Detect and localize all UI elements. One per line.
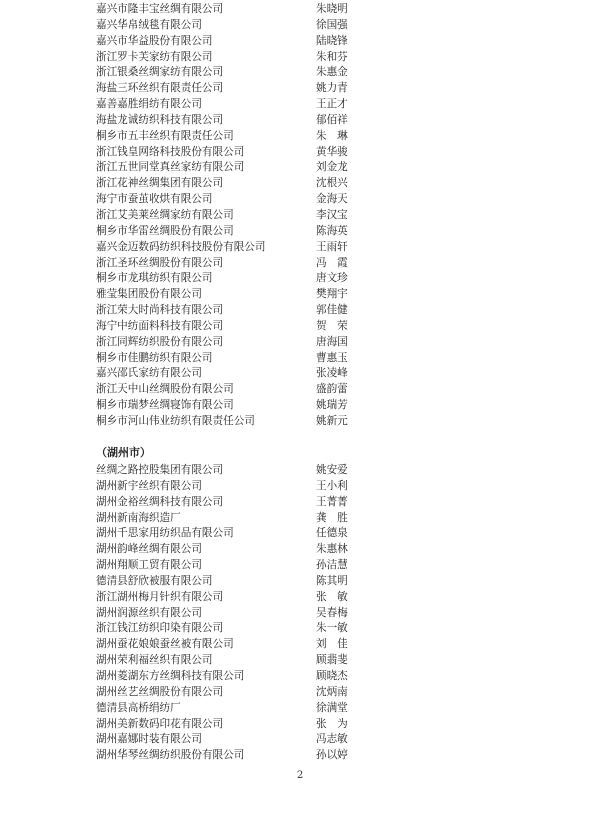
contact-name: 朱晓明 — [316, 3, 348, 15]
list-item — [96, 732, 356, 748]
company-name: 桐乡市五丰丝织有限责任公司 — [96, 129, 234, 142]
list-item — [96, 414, 356, 430]
contact-name: 陆晓锋 — [316, 34, 348, 47]
list-item — [96, 145, 356, 161]
contact-name: 姚瑞芳 — [316, 399, 348, 412]
company-name: 嘉善嘉胜绢纺有限公司 — [96, 98, 202, 111]
list-item — [96, 113, 356, 129]
list-item — [96, 97, 356, 113]
company-name: 浙江银桑丝绸家纺有限公司 — [96, 66, 224, 79]
contact-name: 刘金龙 — [316, 161, 348, 174]
company-name: 浙江天中山丝绸股份有限公司 — [96, 383, 234, 396]
contact-name: 唐文珍 — [316, 272, 348, 285]
list-item — [96, 81, 356, 97]
company-name: 桐乡市瑞梦丝绸寝饰有限公司 — [96, 399, 234, 412]
list-item — [96, 558, 356, 574]
list-item — [96, 463, 356, 479]
jiaxing-company-list — [96, 2, 356, 430]
company-name: 浙江艾美莱丝绸家纺有限公司 — [96, 208, 234, 221]
list-item — [96, 479, 356, 495]
contact-name: 朱和芬 — [316, 50, 348, 63]
company-name: 湖州千思家用纺织品有限公司 — [96, 527, 234, 540]
contact-name: 冯 霞 — [316, 256, 348, 269]
company-name: 浙江钱皇网络科技股份有限公司 — [96, 145, 245, 158]
company-name: 嘉兴市华益股份有限公司 — [96, 34, 213, 47]
company-name: 湖州丝艺丝绸股份有限公司 — [96, 685, 224, 698]
company-name: 雅莹集团股份有限公司 — [96, 288, 202, 301]
list-item — [96, 382, 356, 398]
company-name: 海盐龙诚纺织科技有限公司 — [96, 113, 224, 126]
company-name: 浙江花神丝绸集团有限公司 — [96, 177, 224, 190]
contact-name: 王正才 — [316, 98, 348, 111]
contact-name: 曹惠玉 — [316, 351, 348, 364]
contact-name: 贺 荣 — [316, 319, 348, 332]
contact-name: 顾晓杰 — [316, 669, 348, 682]
company-name: 嘉兴华帛绒毯有限公司 — [96, 18, 202, 31]
list-item — [96, 637, 356, 653]
contact-name: 唐海国 — [316, 335, 348, 348]
contact-name: 吴春梅 — [316, 606, 348, 619]
company-name: 湖州翔顺工贸有限公司 — [96, 559, 202, 572]
contact-name: 姚新元 — [316, 414, 348, 427]
list-item — [96, 335, 356, 351]
contact-name: 刘 佳 — [316, 638, 348, 651]
list-item — [96, 351, 356, 367]
list-item — [96, 176, 356, 192]
contact-name: 张凌峰 — [316, 367, 348, 380]
list-item — [96, 271, 356, 287]
list-item — [96, 319, 356, 335]
company-name: 湖州新宇丝织有限公司 — [96, 479, 202, 492]
list-item — [96, 526, 356, 542]
list-item — [96, 160, 356, 176]
list-item — [96, 34, 356, 50]
contact-name: 沈根兴 — [316, 177, 348, 190]
list-item — [96, 192, 356, 208]
company-name: 嘉兴邵氏家纺有限公司 — [96, 367, 202, 380]
company-name: 湖州菱湖东方丝绸科技有限公司 — [96, 669, 245, 682]
list-item — [96, 65, 356, 81]
contact-name: 樊翔宇 — [316, 288, 348, 301]
company-name: 桐乡市华雷丝绸股份有限公司 — [96, 224, 234, 237]
contact-name: 沈炳南 — [316, 685, 348, 698]
list-item — [96, 303, 356, 319]
company-name: 德清县舒欣被服有限公司 — [96, 574, 213, 587]
list-item — [96, 701, 356, 717]
list-item — [96, 2, 356, 18]
company-name: 湖州嘉娜时装有限公司 — [96, 733, 202, 746]
contact-name: 王小利 — [316, 479, 348, 492]
company-name: 浙江湖州梅月针织有限公司 — [96, 590, 224, 603]
list-item — [96, 256, 356, 272]
contact-name: 徐国强 — [316, 18, 348, 31]
list-item — [96, 748, 356, 764]
company-name: 丝绸之路控股集团有限公司 — [96, 464, 224, 476]
contact-name: 郭佳健 — [316, 304, 348, 317]
huzhou-company-list — [96, 463, 356, 764]
company-name: 嘉兴金迈数码纺织科技股份有限公司 — [96, 240, 266, 253]
list-item — [96, 18, 356, 34]
contact-name: 朱惠林 — [316, 543, 348, 556]
contact-name: 徐满堂 — [316, 701, 348, 714]
contact-name: 郁佰祥 — [316, 113, 348, 126]
list-item — [96, 511, 356, 527]
list-item — [96, 50, 356, 66]
contact-name: 黄华骏 — [316, 145, 348, 158]
section-heading-huzhou: （湖州市） — [96, 446, 151, 459]
contact-name: 陈海英 — [316, 224, 348, 237]
company-name: 浙江同辉纺织股份有限公司 — [96, 335, 224, 348]
company-name: 湖州蚕花娘娘蚕丝被有限公司 — [96, 638, 234, 651]
list-item — [96, 208, 356, 224]
contact-name: 冯志敏 — [316, 733, 348, 746]
contact-name: 王雨轩 — [316, 240, 348, 253]
list-item — [96, 606, 356, 622]
list-item — [96, 669, 356, 685]
contact-name: 金海天 — [316, 193, 348, 206]
company-name: 海盐三环丝织有限责任公司 — [96, 82, 224, 95]
contact-name: 孙以婷 — [316, 749, 348, 762]
company-name: 湖州润源丝织有限公司 — [96, 606, 202, 619]
contact-name: 顾翡斐 — [316, 654, 348, 667]
contact-name: 朱惠金 — [316, 66, 348, 79]
company-name: 桐乡市佳鹏纺织有限公司 — [96, 351, 213, 364]
company-name: 浙江罗卡芙家纺有限公司 — [96, 50, 213, 63]
company-name: 湖州美新数码印花有限公司 — [96, 717, 224, 730]
contact-name: 朱一敏 — [316, 622, 348, 635]
contact-name: 张 为 — [316, 717, 348, 730]
contact-name: 龚 胜 — [316, 511, 348, 524]
company-name: 浙江圣环丝绸股份有限公司 — [96, 256, 224, 269]
list-item — [96, 129, 356, 145]
company-name: 桐乡市河山伟业纺织有限责任公司 — [96, 414, 255, 427]
company-name: 湖州华琴丝绸纺织股份有限公司 — [96, 749, 245, 762]
list-item — [96, 621, 356, 637]
company-name: 嘉兴市隆丰宝丝绸有限公司 — [96, 3, 224, 15]
contact-name: 姚安爱 — [316, 464, 348, 476]
list-item — [96, 653, 356, 669]
contact-name: 陈其明 — [316, 574, 348, 587]
company-name: 桐乡市龙琪纺织有限公司 — [96, 272, 213, 285]
contact-name: 张 敏 — [316, 590, 348, 603]
list-item — [96, 287, 356, 303]
contact-name: 王菁菁 — [316, 495, 348, 508]
company-name: 浙江五世同堂真丝家纺有限公司 — [96, 161, 245, 174]
contact-name: 孙洁慧 — [316, 559, 348, 572]
company-name: 湖州新南海织造厂 — [96, 511, 181, 524]
company-name: 浙江荣大时尚科技有限公司 — [96, 304, 224, 317]
contact-name: 朱 琳 — [316, 129, 348, 142]
company-name: 海宁市蚕茧收烘有限公司 — [96, 193, 213, 206]
list-item — [96, 366, 356, 382]
company-name: 浙江钱江纺织印染有限公司 — [96, 622, 224, 635]
contact-name: 盛韵蕾 — [316, 383, 348, 396]
list-item — [96, 398, 356, 414]
company-name: 湖州金裕丝绸科技有限公司 — [96, 495, 224, 508]
list-item — [96, 574, 356, 590]
page-number: 2 — [296, 770, 304, 781]
contact-name: 姚力青 — [316, 82, 348, 95]
list-item — [96, 495, 356, 511]
contact-name: 李汉宝 — [316, 208, 348, 221]
company-name: 海宁中纺面料科技有限公司 — [96, 319, 224, 332]
company-name: 湖州韵峰丝绸有限公司 — [96, 543, 202, 556]
company-name: 德清县高桥绢纺厂 — [96, 701, 181, 714]
list-item — [96, 590, 356, 606]
list-item — [96, 542, 356, 558]
contact-name: 任德泉 — [316, 527, 348, 540]
list-item — [96, 717, 356, 733]
list-item — [96, 224, 356, 240]
list-item — [96, 240, 356, 256]
company-name: 湖州荣利福丝织有限公司 — [96, 654, 213, 667]
list-item — [96, 685, 356, 701]
